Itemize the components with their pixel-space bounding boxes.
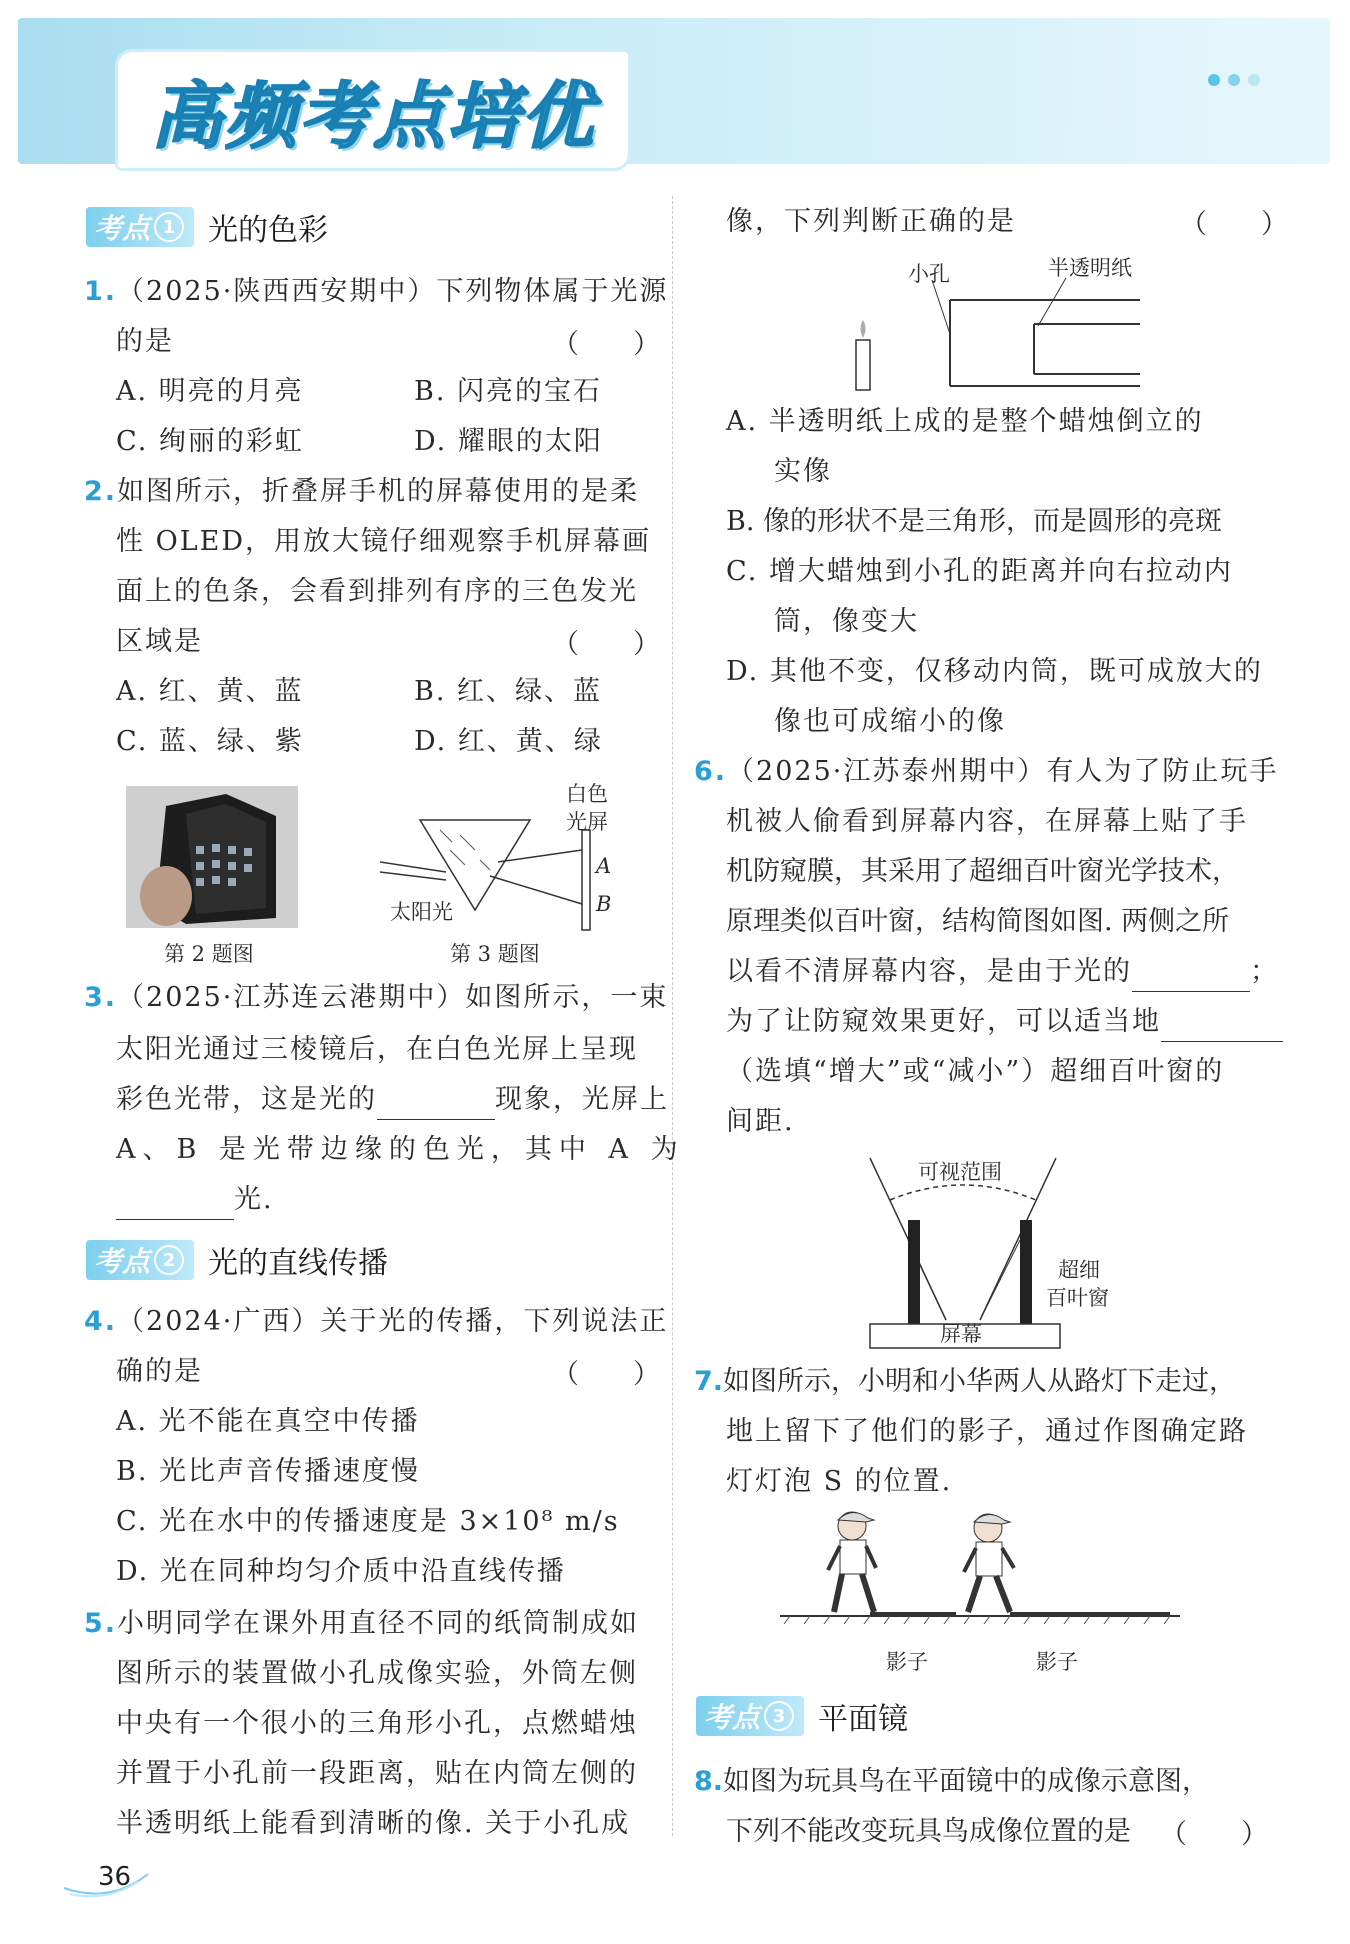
option-a: A. 明亮的月亮 [116, 376, 304, 407]
answer-blank[interactable] [116, 1189, 234, 1220]
decor-dots [1208, 74, 1260, 86]
view-range-label: 可视范围 [918, 1160, 1002, 1184]
question-text: 半透明纸上能看到清晰的像. 关于小孔成 [116, 1808, 631, 1839]
header-banner [18, 18, 1330, 164]
question-6: 6.（2025·江苏泰州期中）有人为了防止玩手 [694, 756, 1279, 787]
question-5: 5.小明同学在课外用直径不同的纸筒制成如 [84, 1608, 640, 1639]
question-text: 间距. [726, 1106, 795, 1137]
question-text: 光. [116, 1180, 274, 1220]
section-header-2 [86, 1238, 388, 1282]
question-text: 下列不能改变玩具鸟成像位置的是 [726, 1816, 1131, 1847]
section-tag: 考点 3 [696, 1696, 804, 1736]
option-c: C. 蓝、绿、紫 [116, 726, 304, 757]
figure-caption: 第 2 题图 [164, 942, 254, 966]
section-tag: 考点 2 [86, 1240, 194, 1280]
point-a-label: A [596, 854, 612, 878]
question-2: 2.如图所示，折叠屏手机的屏幕使用的是柔 [84, 476, 640, 507]
answer-paren: （ ） [552, 629, 660, 660]
question-8: 8.如图为玩具鸟在平面镜中的成像示意图， [694, 1766, 1210, 1797]
answer-paren: （ ） [1160, 1819, 1268, 1850]
question-text: 灯灯泡 S 的位置. [726, 1466, 953, 1497]
shadow-label: 影子 [1036, 1650, 1078, 1674]
section-title: 光的色彩 [208, 213, 329, 248]
question-text: 地上留下了他们的影子，通过作图确定路 [726, 1416, 1248, 1447]
question-3: 3.（2025·江苏连云港期中）如图所示，一束 [84, 982, 669, 1013]
option-a: A. 光不能在真空中传播 [116, 1406, 420, 1437]
option-a: A. 半透明纸上成的是整个蜡烛倒立的 [726, 406, 1204, 437]
answer-paren: （ ） [552, 1359, 660, 1390]
option-c: C. 绚丽的彩虹 [116, 426, 304, 457]
screen-base-label: 屏幕 [940, 1322, 982, 1346]
paper-label: 半透明纸 [1048, 256, 1132, 280]
option-d: D. 其他不变，仅移动内筒，既可成放大的 [726, 656, 1263, 687]
screen-label: 光屏 [566, 810, 608, 834]
question-text: 并置于小孔前一段距离，贴在内筒左侧的 [116, 1758, 638, 1789]
question-text: 机被人偷看到屏幕内容，在屏幕上贴了手 [726, 806, 1248, 837]
girl-icon [964, 1514, 1014, 1612]
question-text: 机防窥膜，其采用了超细百叶窗光学技术， [726, 856, 1239, 887]
section-title: 光的直线传播 [208, 1246, 389, 1281]
question-text: 像，下列判断正确的是 [726, 206, 1016, 237]
question-1: 1.（2025·陕西西安期中）下列物体属于光源 [84, 276, 669, 307]
section-header-1 [86, 205, 328, 249]
option-d: D. 耀眼的太阳 [414, 426, 603, 457]
banner-title-box [118, 52, 628, 168]
question-text: 为了让防窥效果更好，可以适当地 [726, 1002, 1283, 1042]
question-7: 7.如图所示，小明和小华两人从路灯下走过， [694, 1366, 1237, 1397]
question-text: 图所示的装置做小孔成像实验，外筒左侧 [116, 1658, 638, 1689]
phone-photo [126, 786, 298, 928]
banner-title: 高频考点培优 [150, 74, 595, 158]
boy-icon [828, 1512, 876, 1612]
louver-label: 百叶窗 [1046, 1286, 1109, 1310]
question-text: 的是 [116, 326, 174, 357]
option-a: A. 红、黄、蓝 [116, 676, 304, 707]
option-b: B. 闪亮的宝石 [414, 376, 603, 407]
question-text: 太阳光通过三棱镜后，在白色光屏上呈现 [116, 1034, 638, 1065]
option-text: 筒，像变大 [774, 606, 919, 637]
answer-blank[interactable] [1161, 1011, 1283, 1042]
question-text: 以看不清屏幕内容，是由于光的 ； [726, 952, 1279, 992]
phone-icon [126, 786, 298, 928]
dot-icon [1228, 74, 1240, 86]
answer-blank[interactable] [377, 1089, 495, 1120]
page-number: 36 [98, 1862, 132, 1892]
question-text: A、B 是光带边缘的色光，其中 A 为 [116, 1134, 685, 1165]
answer-paren: （ ） [1180, 209, 1288, 240]
hole-label: 小孔 [908, 262, 950, 286]
answer-blank[interactable] [1132, 961, 1250, 992]
screen-label: 白色 [566, 782, 608, 806]
question-text: 面上的色条，会看到排列有序的三色发光 [116, 576, 638, 607]
shadow-diagram [770, 1506, 1190, 1636]
option-b: B. 光比声音传播速度慢 [116, 1456, 421, 1487]
dot-icon [1248, 74, 1260, 86]
point-b-label: B [596, 892, 612, 916]
page-number-badge [60, 1858, 156, 1898]
question-4: 4.（2024·广西）关于光的传播，下列说法正 [84, 1306, 669, 1337]
option-text: 实像 [774, 456, 832, 487]
option-d: D. 光在同种均匀介质中沿直线传播 [116, 1556, 566, 1587]
question-text: 中央有一个很小的三角形小孔，点燃蜡烛 [116, 1708, 638, 1739]
option-b: B. 红、绿、蓝 [414, 676, 603, 707]
dot-icon [1208, 74, 1220, 86]
section-title: 平面镜 [818, 1702, 909, 1737]
pinhole-diagram [840, 268, 1140, 398]
sun-label: 太阳光 [390, 900, 453, 924]
option-c: C. 光在水中的传播速度是 3×10⁸ m/s [116, 1506, 620, 1537]
option-text: 像也可成缩小的像 [774, 706, 1006, 737]
option-c: C. 增大蜡烛到小孔的距离并向右拉动内 [726, 556, 1233, 587]
column-divider [672, 196, 673, 1836]
question-text: 性 OLED，用放大镜仔细观察手机屏幕画 [116, 526, 652, 557]
answer-paren: （ ） [552, 329, 660, 360]
option-d: D. 红、黄、绿 [414, 726, 603, 757]
question-text: （选填“增大”或“减小”）超细百叶窗的 [726, 1056, 1225, 1087]
shadow-label: 影子 [886, 1650, 928, 1674]
question-text: 区域是 [116, 626, 203, 657]
question-text: 确的是 [116, 1356, 203, 1387]
section-header-3 [696, 1694, 908, 1738]
option-b: B. 像的形状不是三角形，而是圆形的亮斑 [726, 506, 1223, 537]
louver-label: 超细 [1058, 1258, 1100, 1282]
section-tag: 考点 1 [86, 207, 194, 247]
question-text: 原理类似百叶窗，结构简图如图. 两侧之所 [726, 906, 1230, 937]
question-text: 彩色光带，这是光的 现象，光屏上 [116, 1080, 669, 1120]
figure-caption: 第 3 题图 [450, 942, 540, 966]
